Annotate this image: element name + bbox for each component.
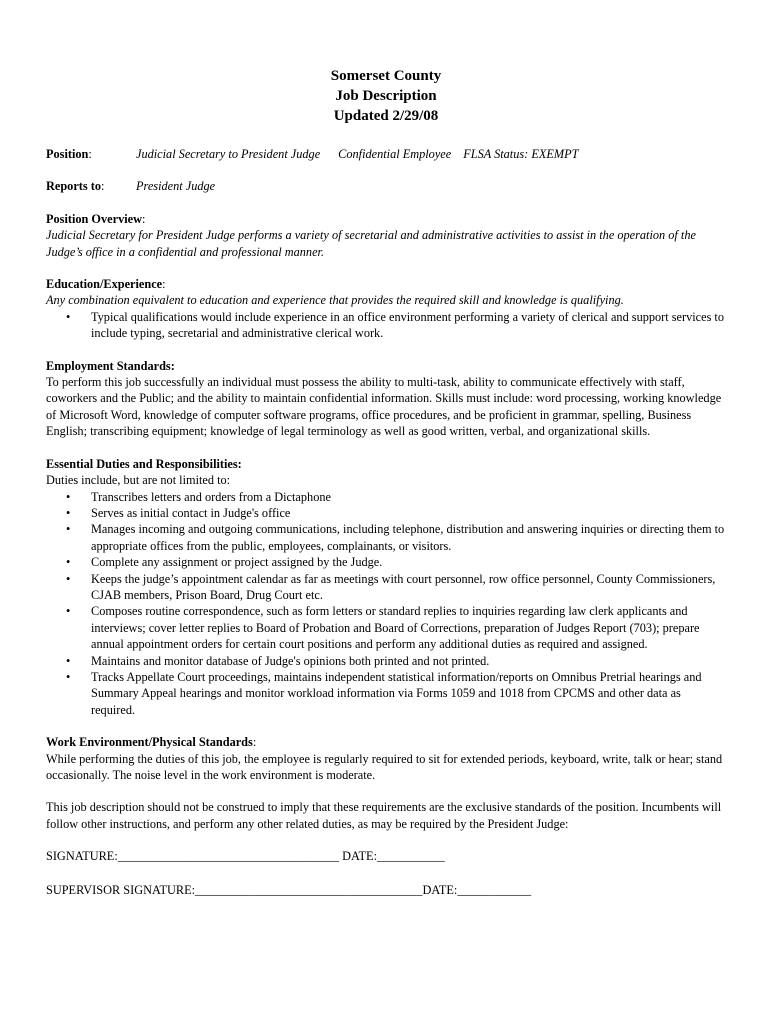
list-item: • Serves as initial contact in Judge's office [66,505,291,520]
employment-standards-text: To perform this job successfully an individual must possess the ability to multi-task, ability to communicate effectively with staff, coworkers and the Public; and the ability to maintain confidential information. Skills must include: word processing, working knowledge of Microsoft Word, knowledge of computer software programs, office procedures, and be proficient in grammar, spelling, Business English; transcribing equipment; knowledge of legal terminology as well as good written, verbal, and organizational skills. [46,375,722,439]
reports-to-value: President Judge [136,179,216,194]
bullet-icon: • [66,571,71,586]
job-description-document [46,66,726,898]
employment-standards-section [46,358,726,440]
reports-to-label: Reports to: [46,179,105,194]
position-row [46,146,726,162]
essential-duties-section [46,456,726,719]
disclaimer-text: This job description should not be construed to imply that these requirements are the exclusive standards of the position. Incumbents will follow other instructions, and perform any other related duties, as may be required by the President Judge: [46,800,722,831]
list-item: • Maintains and monitor database of Judge's opinions both printed and not printed. [66,653,490,668]
list-item: • Tracks Appellate Court proceedings, maintains independent statistical information/reports on Omnibus Pretrial hearings and Summary Appeal hearings and monitor workload information via Forms 1059 and 1018 from CPCMS and other data as required. [66,669,702,717]
list-item: • Complete any assignment or project assigned by the Judge. [66,555,383,570]
position-label: Position: [46,147,92,161]
bullet-icon: • [66,604,71,619]
flsa-status: FLSA Status: EXEMPT [463,147,579,161]
list-item: • Manages incoming and outgoing communications, including telephone, distribution and answering inquiries or directing them to appropriate offices from the public, employees, complainants, or visitors. [66,522,725,553]
confidential-status: Confidential Employee [338,147,452,161]
position-overview-heading: Position Overview: [46,211,146,226]
bullet-icon: • [66,522,71,537]
position-title: Judicial Secretary to President Judge [136,147,321,161]
bullet-icon: • [66,653,71,668]
duties-bullets [46,489,726,719]
bullet-icon: • [66,555,71,570]
work-environment-text: While performing the duties of this job, the employee is regularly required to sit for extended periods, keyboard, write, talk or hear; stand occasionally. The noise level in the work environment is moderate. [46,751,723,782]
updated-date: Updated 2/29/08 [333,108,439,124]
list-item: • Composes routine correspondence, such as form letters or standard replies to inquiries regarding law clerk applicants and interviews; cover letter replies to Board of Probation and Board of Corrections, preparation of Judges Report (703); prepare annual appointment orders for certain court positions and perform any additional duties as required and assigned. [66,604,700,652]
education-bullets [46,309,726,342]
reports-to-row [46,178,726,194]
document-title: Job Description [335,88,437,104]
education-text: Any combination equivalent to education and experience that provides the required skill and knowledge is qualifying. [46,293,624,308]
list-item: • Keeps the judge’s appointment calendar as far as meetings with court personnel, row office personnel, County Commissioners, CJAB members, Prison Board, Drug Court etc. [66,571,716,602]
bullet-icon: • [66,505,71,520]
list-item: • Typical qualifications would include experience in an office environment performing a variety of clerical and support services to include typing, secretarial and administrative clerical work. [66,309,724,341]
work-environment-section [46,734,726,783]
bullet-icon: • [66,489,71,504]
position-overview-text: Judicial Secretary for President Judge performs a variety of secretarial and administrative activities to assist in the operation of the Judge’s office in a confidential and professional manner. [46,228,696,259]
essential-duties-intro: Duties include, but are not limited to: [46,473,231,488]
list-item: • Transcribes letters and orders from a Dictaphone [66,489,331,504]
bullet-icon: • [66,309,71,324]
supervisor-signature-line: SUPERVISOR SIGNATURE:_____________________________________DATE:____________ [46,882,532,897]
bullet-icon: • [66,669,71,684]
work-environment-heading: Work Environment/Physical Standards: [46,735,257,750]
signature-line: SIGNATURE:____________________________________ DATE:___________ [46,849,445,864]
education-section [46,276,726,342]
county-name: Somerset County [330,68,442,84]
employment-standards-heading: Employment Standards: [46,358,175,373]
document-header [46,66,726,126]
essential-duties-heading: Essential Duties and Responsibilities: [46,456,242,471]
education-heading: Education/Experience: [46,277,166,292]
position-overview-section [46,211,726,260]
